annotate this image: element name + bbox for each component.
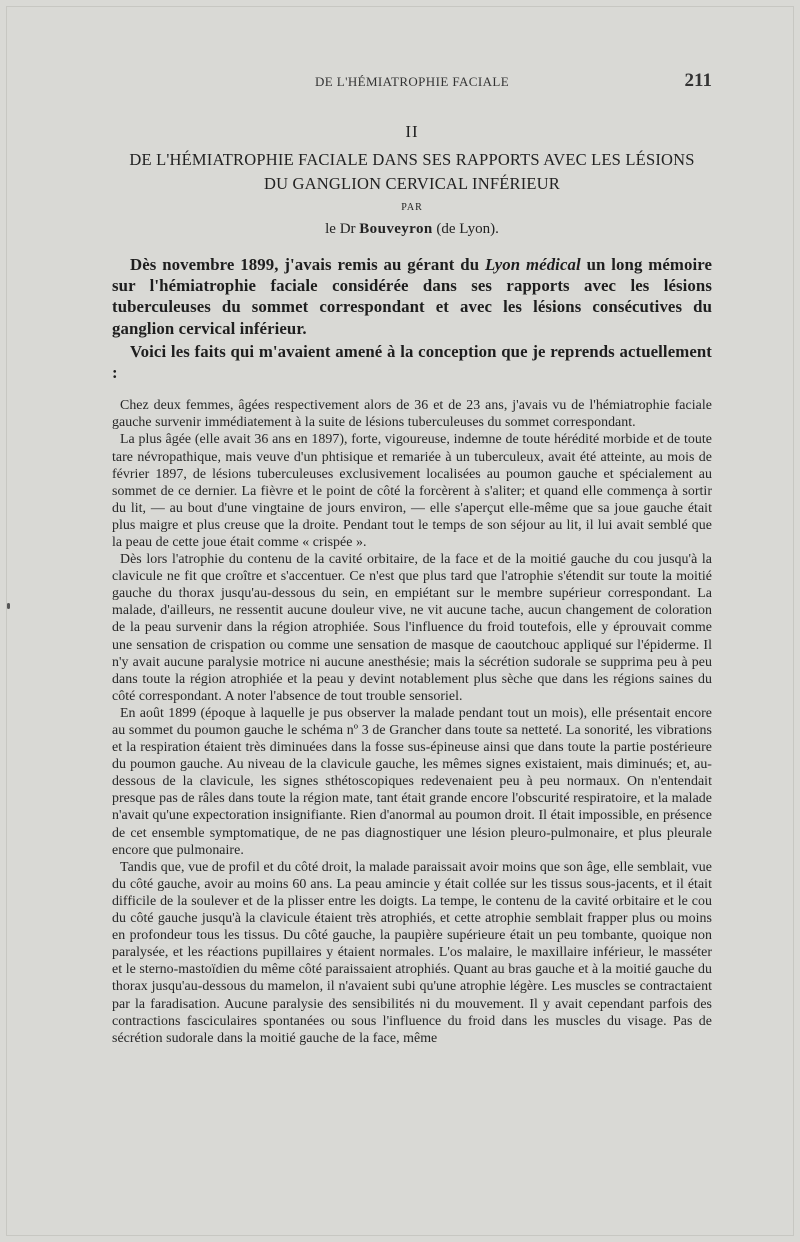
scan-mark: [7, 603, 10, 609]
running-head: DE L'HÉMIATROPHIE FACIALE: [314, 74, 510, 89]
case-paragraph-1: Chez deux femmes, âgées respectivement alors de 36 et de 23 ans, j'avais vu de l'hémiatrophie faciale gauche survenir immédiatement à la suite de lésions tuberculeuses du sommet correspondant.: [112, 398, 712, 431]
case-paragraph-5: Tandis que, vue de profil et du côté droit, la malade paraissait avoir moins que son âge, elle semblait, vue du côté gauche, avoir au moins 60 ans. La peau amincie y était collée sur les tissus sous-jacents, et il était difficile de la soulever et de la plisser entre les doigts. La tempe, le contenu de la cavité orbitaire et le cou du côté gauche jusqu'à la clavicule étaient très atrophiés, et cette atrophie semblait frapper plus ou moins en profondeur tous les tissus. Du côté gauche, la paupière supérieure était un peu tombante, quoique non paralysée, et les réactions pupillaires y étaient normales. L'os malaire, le maxillaire inférieur, le masséter et le sterno-mastoïdien du même côté paraissaient atrophiés. Quant au bras gauche et à la moitié gauche du thorax jusqu'au-dessous du mamelon, il n'avaient subi qu'une atrophie légère. Les muscles se contractaient par la faradisation. Aucune paralysie des sensibilités ni du mouvement. Il y avait cependant parfois des contractions fasciculaires spontanées ou sous l'influence du froid dans les muscles du visage. Pas de sécrétion sudorale dans la moitié gauche de la face, même: [112, 859, 712, 1046]
author-suffix: (de Lyon).: [432, 221, 499, 237]
article-title: [112, 148, 712, 196]
by-label: PAR: [401, 202, 423, 213]
journal-name: Lyon médical: [484, 255, 581, 274]
case-paragraph-4: En août 1899 (époque à laquelle je pus observer la malade pendant tout un mois), elle présentait encore au sommet du poumon gauche le schéma nº 3 de Grancher dans toute sa netteté. La sonorité, les vibrations et la respiration étaient très diminuées dans la fosse sus-épineuse ainsi que dans toute la partie postérieure du poumon gauche. Au niveau de la clavicule gauche, les mêmes signes existaient, mais diminués; et, au-dessous de la clavicule, les signes sthétoscopiques redevenaient peu à peu normaux. On n'entendait presque pas de râles dans toute la région mate, tant était grande encore l'obscurité respiratoire, et la malade n'avait qu'une expectoration insignifiante. Rien d'anormal au poumon droit. Il était impossible, en présence de cet ensemble symptomatique, de ne pas diagnostiquer une lésion pleuro-pulmonaire, et plus pleurale encore que pulmonaire.: [112, 705, 712, 858]
article-heading: [112, 122, 712, 238]
author-prefix: le Dr: [325, 221, 360, 237]
author-line: [112, 221, 712, 238]
title-line-2: DU GANGLION CERVICAL INFÉRIEUR: [263, 174, 560, 193]
lead-paragraph-1: [112, 254, 712, 339]
case-paragraph-2: La plus âgée (elle avait 36 ans en 1897), forte, vigoureuse, indemne de toute hérédité morbide et de toute tare névropathique, mais veuve d'un phtisique et remariée à un tuberculeux, avait été atteinte, au mois de février 1897, de lésions tuberculeuses exclusivement localisées au poumon gauche et spécialement au sommet de ce dernier. La fièvre et le point de côté la forcèrent à s'aliter; et quand elle commença à sortir du lit, — au bout d'une vingtaine de jours environ, — elle s'aperçut elle-même que sa joue gauche était plus maigre et plus creuse que la droite. Pendant tout le temps de son séjour au lit, il lui avait semblé que la peau de cette joue était comme « crispée ».: [112, 432, 712, 550]
author-name: Bouveyron: [359, 221, 433, 237]
lead-text: Dès novembre 1899, j'avais remis au gérant du: [130, 255, 485, 274]
section-number: II: [405, 122, 419, 141]
article-body: [112, 254, 712, 1047]
lead-paragraph-2: Voici les faits qui m'avaient amené à la conception que je reprends actuellement :: [112, 341, 712, 383]
lead-text-continued: un long mémoire sur l'hémiatrophie faciale considérée dans ses rapports avec les lésions tuberculeuses du sommet correspondant et avec les lésions consécutives du ganglion cervical inférieur.: [112, 255, 712, 338]
page-header: [112, 70, 712, 92]
title-line-1: DE L'HÉMIATROPHIE FACIALE DANS SES RAPPORTS AVEC LES LÉSIONS: [129, 150, 695, 169]
page-number: 211: [684, 70, 712, 91]
case-paragraph-3: Dès lors l'atrophie du contenu de la cavité orbitaire, de la face et de la moitié gauche du cou jusqu'à la clavicule ne fit que croître et s'accentuer. Ce n'est que plus tard que l'atrophie s'étendit sur toute la moitié gauche du thorax jusqu'au-dessous du sein, en empiétant sur le membre supérieur correspondant. La malade, d'ailleurs, ne ressentit aucune douleur vive, ne vit aucune tache, aucun changement de coloration de la peau survenir dans la région atrophiée. Sous l'influence du froid toutefois, elle y éprouvait comme une sensation de crispation ou comme une sensation de masque de caoutchouc appliqué sur l'épiderme. Il n'y avait aucune paralysie motrice ni aucune anesthésie; mais la sécrétion sudorale se supprima peu à peu dans toute la région atrophiée et la peau y devint notablement plus sèche que dans les régions saines du côté correspondant. A noter l'absence de tout trouble sensoriel.: [112, 552, 712, 704]
